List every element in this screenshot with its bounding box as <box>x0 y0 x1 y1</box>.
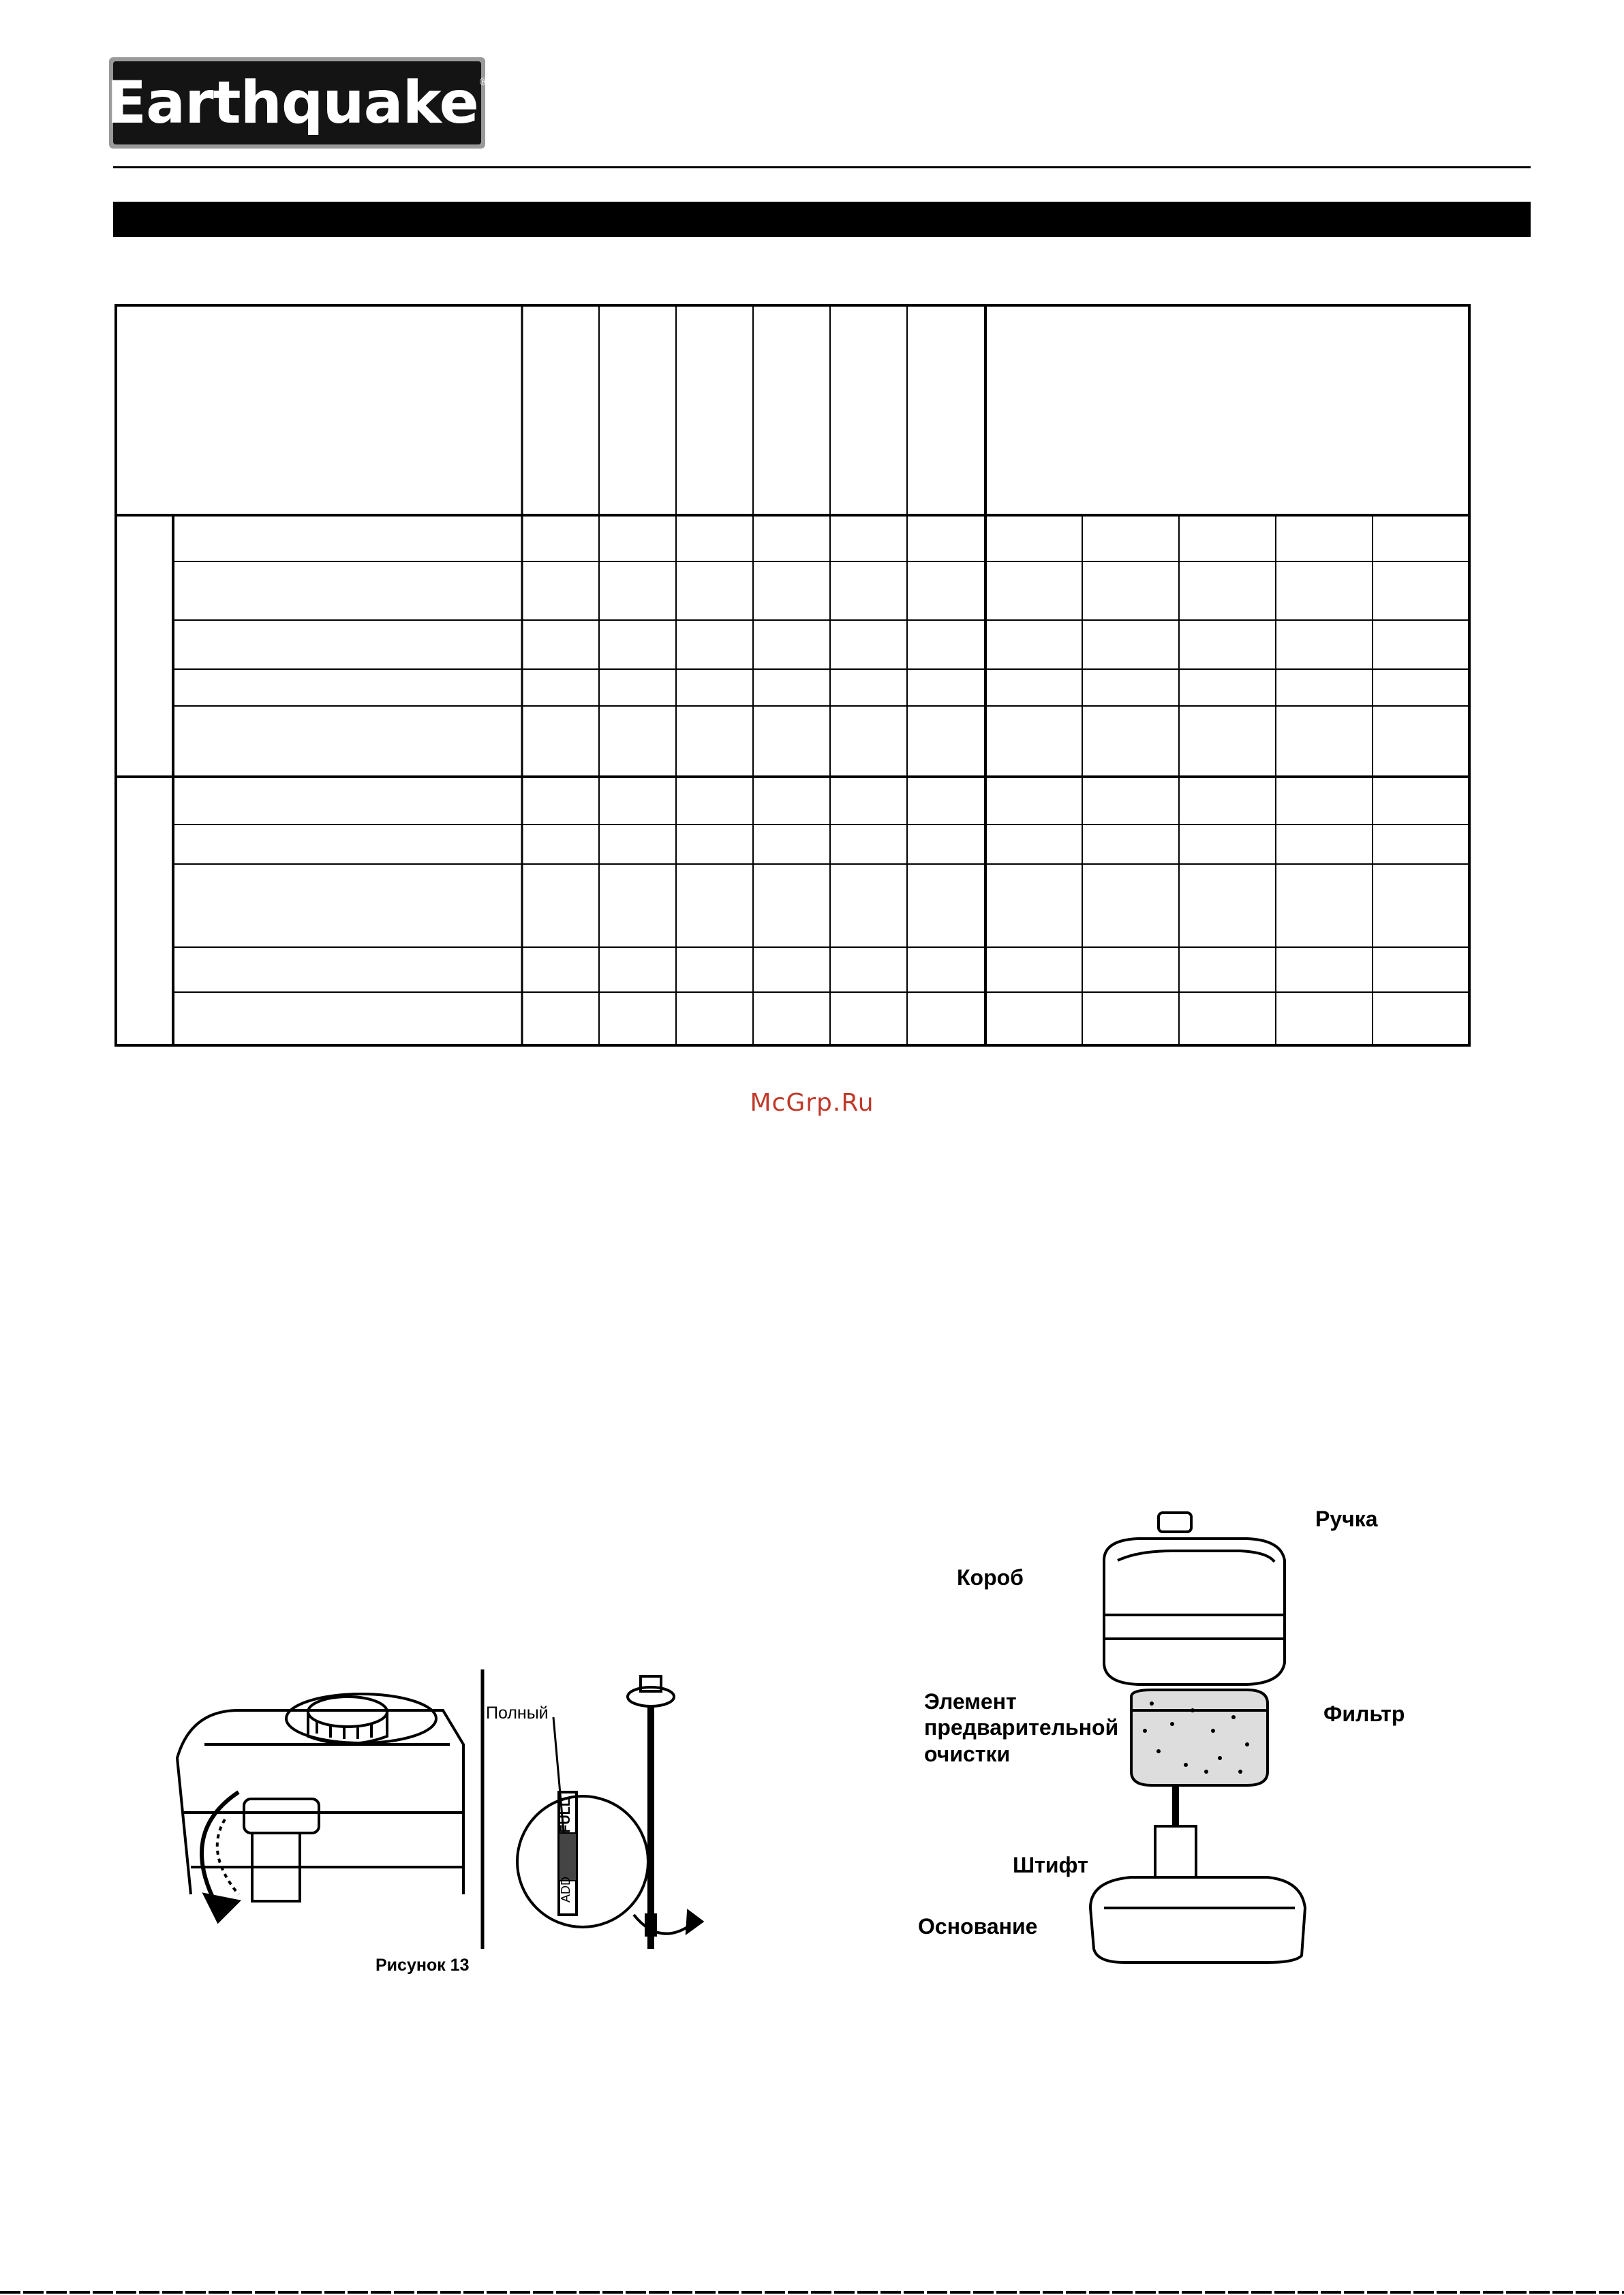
callout-precleaner-line2: предварительной <box>924 1715 1119 1740</box>
air-filter-drawing <box>1077 1485 1377 2003</box>
table-frame <box>116 305 1469 1045</box>
brand-logo-text: Earthquake <box>106 69 478 137</box>
page-bottom-edge <box>0 2291 1624 2294</box>
callout-base: Основание <box>918 1914 1038 1939</box>
dipstick-cap <box>641 1676 661 1691</box>
brand-logo <box>106 57 488 149</box>
full-level-label: Полный <box>486 1704 549 1723</box>
registered-mark: ® <box>479 76 488 88</box>
dipstick-add-text: ADD <box>559 1876 572 1903</box>
dipstick-handle <box>244 1799 319 1833</box>
maintenance-table-grid <box>114 304 1471 1047</box>
magnifier-circle <box>517 1796 648 1927</box>
air-filter-illustration <box>1077 1485 1377 2003</box>
callout-precleaner-line1: Элемент <box>924 1689 1017 1714</box>
brand-logo-plate <box>106 61 488 144</box>
rotate-arrow <box>202 1792 239 1908</box>
oil-dipstick-drawing <box>164 1663 736 1962</box>
figure-13-illustration <box>164 1663 736 1962</box>
callout-precleaner-line3: очистки <box>924 1741 1011 1766</box>
section-title-band <box>113 202 1531 237</box>
callout-handle: Ручка <box>1315 1507 1378 1531</box>
header-rule <box>113 166 1531 168</box>
callout-pin: Штифт <box>1013 1853 1088 1877</box>
callout-box: Короб <box>957 1565 1024 1590</box>
figure-13-caption: Рисунок 13 <box>376 1956 470 1975</box>
callout-filter: Фильтр <box>1323 1701 1405 1726</box>
maintenance-table <box>114 304 1471 1047</box>
filter-base <box>1090 1877 1305 1962</box>
dipstick-full-text: FULL <box>558 1798 573 1833</box>
base-tower <box>1155 1826 1196 1881</box>
handle-knob <box>1159 1513 1191 1532</box>
callout-precleaner <box>924 1689 1118 1767</box>
watermark: McGrp.Ru <box>750 1089 874 1117</box>
